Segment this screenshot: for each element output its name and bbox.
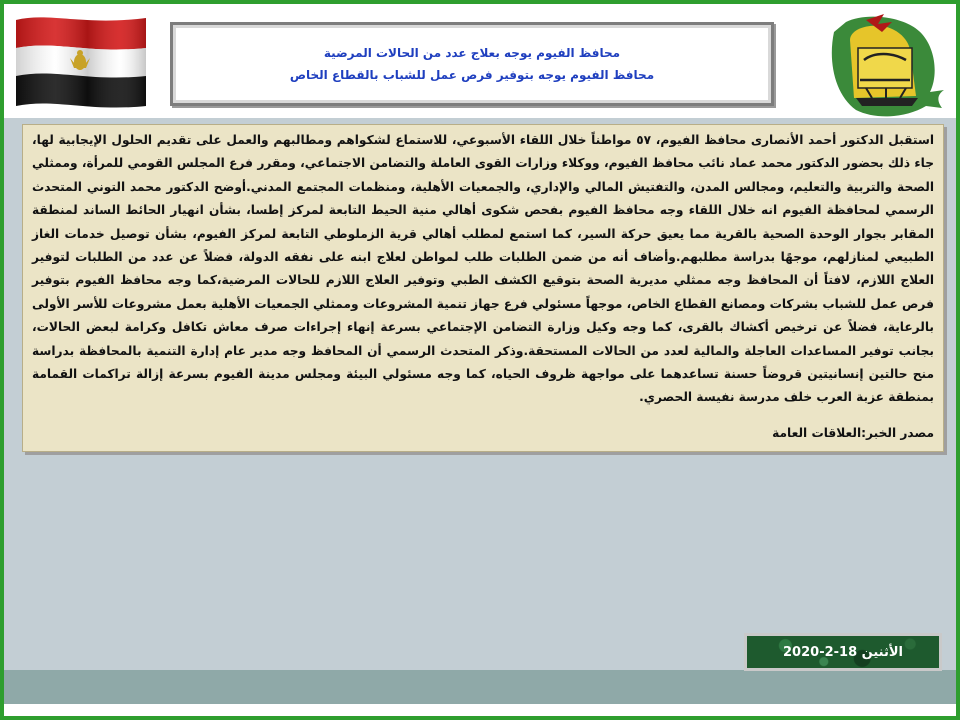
bottom-strip: [4, 704, 956, 716]
date-box: [744, 633, 942, 671]
fayoum-governorate-logo-icon: [826, 10, 948, 120]
headline-2: محافظ الفيوم يوجه بتوفير فرص عمل للشباب بالقطاع الخاص: [289, 68, 655, 82]
headline-1: محافظ الفيوم يوجه بعلاج عدد من الحالات المرضية: [323, 46, 621, 60]
date-label: الأثنين 18-2-2020: [783, 644, 903, 660]
headline-box: [170, 22, 774, 106]
article-box: [22, 124, 944, 452]
article-body: استقبل الدكتور أحمد الأنصارى محافظ الفيوم، ٥٧ مواطناً خلال اللقاء الأسبوعي، للاستماع لشكواهم ومطالبهم والعمل على تقديم الحلول الإيجابية لها، جاء ذلك بحضور الدكتور محمد عماد نائب محافظ الفيوم، ووكلاء وزارات القوى العاملة والتضامن الاجتماعي، ومقرر فرع المجلس القومي للمرأة، وممثلي الصحة والتربية والتعليم، ومجالس المدن، والتفتيش المالي والإداري، والجمعيات الأهلية، ومنظمات المجتمع المدني.أوضح الدكتور محمد التوني المتحدث الرسمي لمحافظة الفيوم انه خلال اللقاء وجه محافظ الفيوم بفحص شكوى أهالي منية الحيط التابعة لمركز إطسا، بشأن انهيار الحائط الساند لمنطقة المقابر بجوار الوحدة الصحية بالقرية مما يعيق حركة السير، كما استمع لمطلب أهالي قرية الزملوطي التابعة لمركز الفيوم، بشأن توصيل خدمات الغاز الطبيعي لمنازلهم، موجهًا بدراسة مطلبهم.وأضاف أنه من ضمن الطلبات طلب لمواطن لعلاج ابنه على نفقه الدولة، فضلاً عن عدد من الطلبات لتوفير العلاج اللازم، لافتاً أن المحافظ وجه ممثلي مديرية الصحة بتوقيع الكشف الطبي وتوفير العلاج اللازم للحالات المرضية،كما وجه محافظ الفيوم بتوفير فرص عمل للشباب بشركات ومصانع القطاع الخاص، موجهاً مسئولي فرع جهاز تنمية المشروعات وممثلي الجمعيات الأهلية بعمل مشروعات للأسر الأولى بالرعاية، فضلاً عن ترخيص أكشاك بالقرى، كما وجه وكيل وزارة التضامن الإجتماعي بسرعة إنهاء إجراءات صرف معاش تكافل وكرامة لبعض الحالات، بجانب توفير المساعدات العاجلة والمالية لعدد من الحالات المستحقة.وذكر المتحدث الرسمي أن المحافظ وجه مدير عام إدارة التنمية بالمحافظة بدراسة منح حالتين إنسانيتين قروضاً حسنة تساعدهما على مواجهة ظروف الحياه، كما وجه مسئولي البيئة ومجلس مدينة الفيوم بسرعة إزالة تراكمات القمامة بمنطقة عزبة العرب خلف مدرسة نفيسة الحصري.: [32, 133, 934, 405]
article-source: مصدر الخبر:العلاقات العامة: [772, 425, 934, 440]
bottom-band: [4, 670, 956, 704]
egypt-flag-icon: [14, 12, 148, 110]
